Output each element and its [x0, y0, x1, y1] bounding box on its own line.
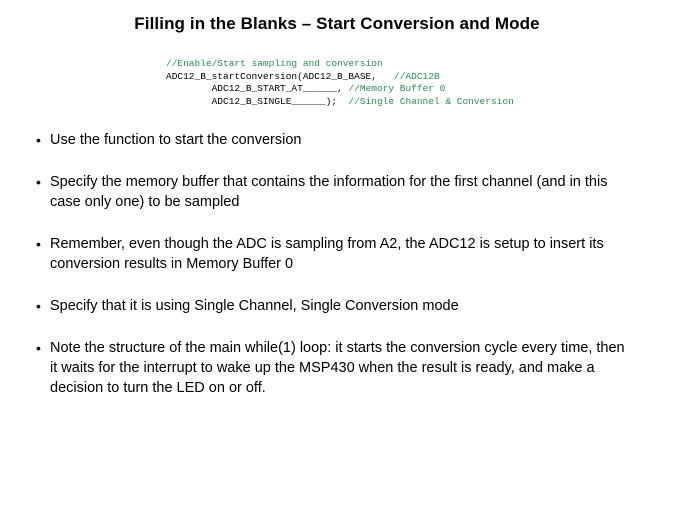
code-text: ADC12_B_START_AT______, [166, 83, 349, 94]
code-comment: //Single Channel & Conversion [348, 95, 514, 107]
bullet-list [0, 130, 674, 398]
list-item [36, 234, 634, 274]
bullet-marker-icon: • [36, 174, 41, 190]
list-item [36, 338, 634, 398]
code-line [166, 83, 674, 96]
bullet-marker-icon: • [36, 298, 41, 314]
list-item-text: Specify that it is using Single Channel, Single Conversion mode [50, 298, 459, 314]
page-title: Filling in the Blanks – Start Conversion and Mode [134, 14, 540, 33]
code-line [166, 58, 674, 71]
list-item-text: Use the function to start the conversion [50, 132, 302, 148]
bullet-marker-icon: • [36, 340, 41, 356]
list-item [36, 296, 634, 316]
code-comment: //ADC12B [376, 70, 440, 82]
code-comment: //Enable/Start sampling and conversion [166, 58, 383, 69]
code-line [166, 71, 674, 84]
list-item-text: Note the structure of the main while(1) loop: it starts the conversion cycle every time, then it waits for the interrupt to wake up the MSP430 when the result is ready, and make a decision to turn the LED on or off. [50, 340, 625, 396]
code-line [166, 96, 674, 109]
code-text: ADC12_B_startConversion(ADC12_B_BASE, [166, 70, 377, 82]
list-item-text: Remember, even though the ADC is sampling from A2, the ADC12 is setup to insert its conversion results in Memory Buffer 0 [50, 236, 604, 272]
bullet-marker-icon: • [36, 132, 41, 148]
code-snippet [0, 58, 674, 108]
list-item [36, 130, 634, 150]
code-text: ADC12_B_SINGLE______); [166, 95, 349, 107]
code-comment: //Memory Buffer 0 [348, 83, 446, 94]
bullet-marker-icon: • [36, 236, 41, 252]
list-item [36, 172, 634, 212]
list-item-text: Specify the memory buffer that contains the information for the first channel (and in this case only one) to be sampled [50, 174, 608, 210]
slide [0, 14, 674, 520]
